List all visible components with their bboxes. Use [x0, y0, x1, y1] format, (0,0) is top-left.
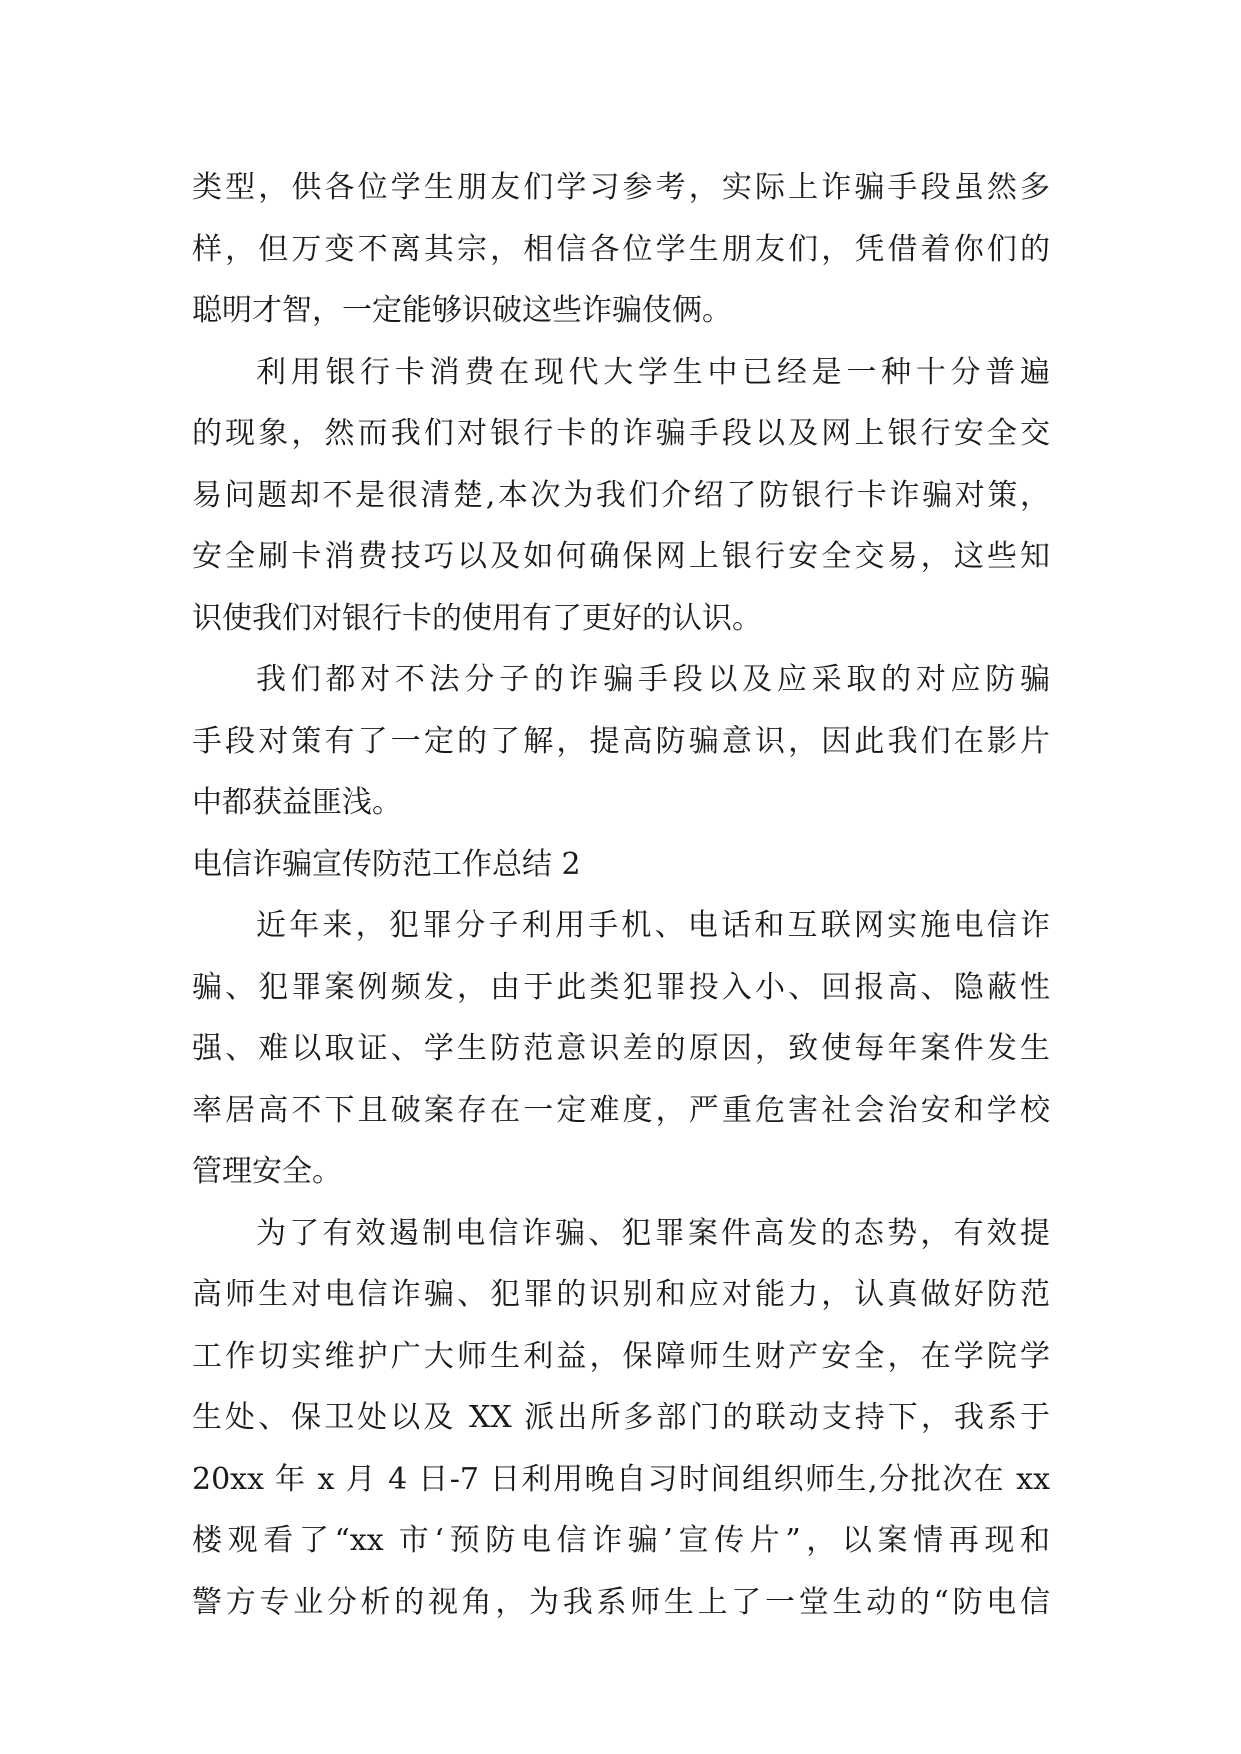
text-line: 生处、保卫处以及 XX 派出所多部门的联动支持下，我系于	[192, 1400, 1050, 1435]
text-line: 识使我们对银行卡的使用有了更好的认识。	[192, 600, 762, 636]
text-line: 高师生对电信诈骗、犯罪的识别和应对能力，认真做好防范	[192, 1277, 1050, 1312]
text-line: 20xx 年 x 月 4 日-7 日利用晚自习时间组织师生,分批次在 xx	[192, 1461, 1050, 1497]
text-line: 中都获益匪浅。	[192, 785, 402, 820]
section-heading	[192, 834, 1050, 896]
text-line: 骗、犯罪案例频发，由于此类犯罪投入小、回报高、隐蔽性	[192, 969, 1050, 1005]
text-line: 为了有效遏制电信诈骗、犯罪案件高发的态势，有效提	[256, 1215, 1050, 1251]
text-line: 警方专业分析的视角，为我系师生上了一堂生动的“防电信	[192, 1584, 1050, 1620]
text-line: 类型，供各位学生朋友们学习参考，实际上诈骗手段虽然多	[192, 170, 1050, 205]
text-line: 强、难以取证、学生防范意识差的原因，致使每年案件发生	[192, 1031, 1050, 1066]
text-line: 聪明才智，一定能够识破这些诈骗伎俩。	[192, 293, 732, 328]
text-line: 近年来，犯罪分子利用手机、电话和互联网实施电信诈	[256, 908, 1050, 943]
text-line: 工作切实维护广大师生利益，保障师生财产安全，在学院学	[192, 1338, 1050, 1374]
text-line: 安全刷卡消费技巧以及如何确保网上银行安全交易，这些知	[192, 539, 1050, 574]
paragraph-5	[192, 1203, 1050, 1634]
text-line: 易问题却不是很清楚,本次为我们介绍了防银行卡诈骗对策，	[192, 477, 1050, 513]
section-title: 电信诈骗宣传防范工作总结 2	[192, 846, 581, 882]
text-line: 我们都对不法分子的诈骗手段以及应采取的对应防骗	[256, 662, 1050, 697]
paragraph-2	[192, 342, 1050, 650]
text-line: 率居高不下且破案存在一定难度，严重危害社会治安和学校	[192, 1092, 1050, 1128]
text-line: 利用银行卡消费在现代大学生中已经是一种十分普遍	[256, 354, 1050, 390]
paragraph-4	[192, 895, 1050, 1203]
text-line: 的现象，然而我们对银行卡的诈骗手段以及网上银行安全交	[192, 416, 1050, 451]
text-line: 楼观看了“xx 市‘预防电信诈骗’宣传片”，以案情再现和	[192, 1523, 1050, 1558]
paragraph-1	[192, 157, 1050, 342]
paragraph-3	[192, 649, 1050, 834]
text-line: 管理安全。	[192, 1154, 342, 1189]
text-line: 样，但万变不离其宗，相信各位学生朋友们，凭借着你们的	[192, 231, 1050, 267]
document-body	[192, 157, 1050, 1633]
text-line: 手段对策有了一定的了解，提高防骗意识，因此我们在影片	[192, 723, 1050, 759]
